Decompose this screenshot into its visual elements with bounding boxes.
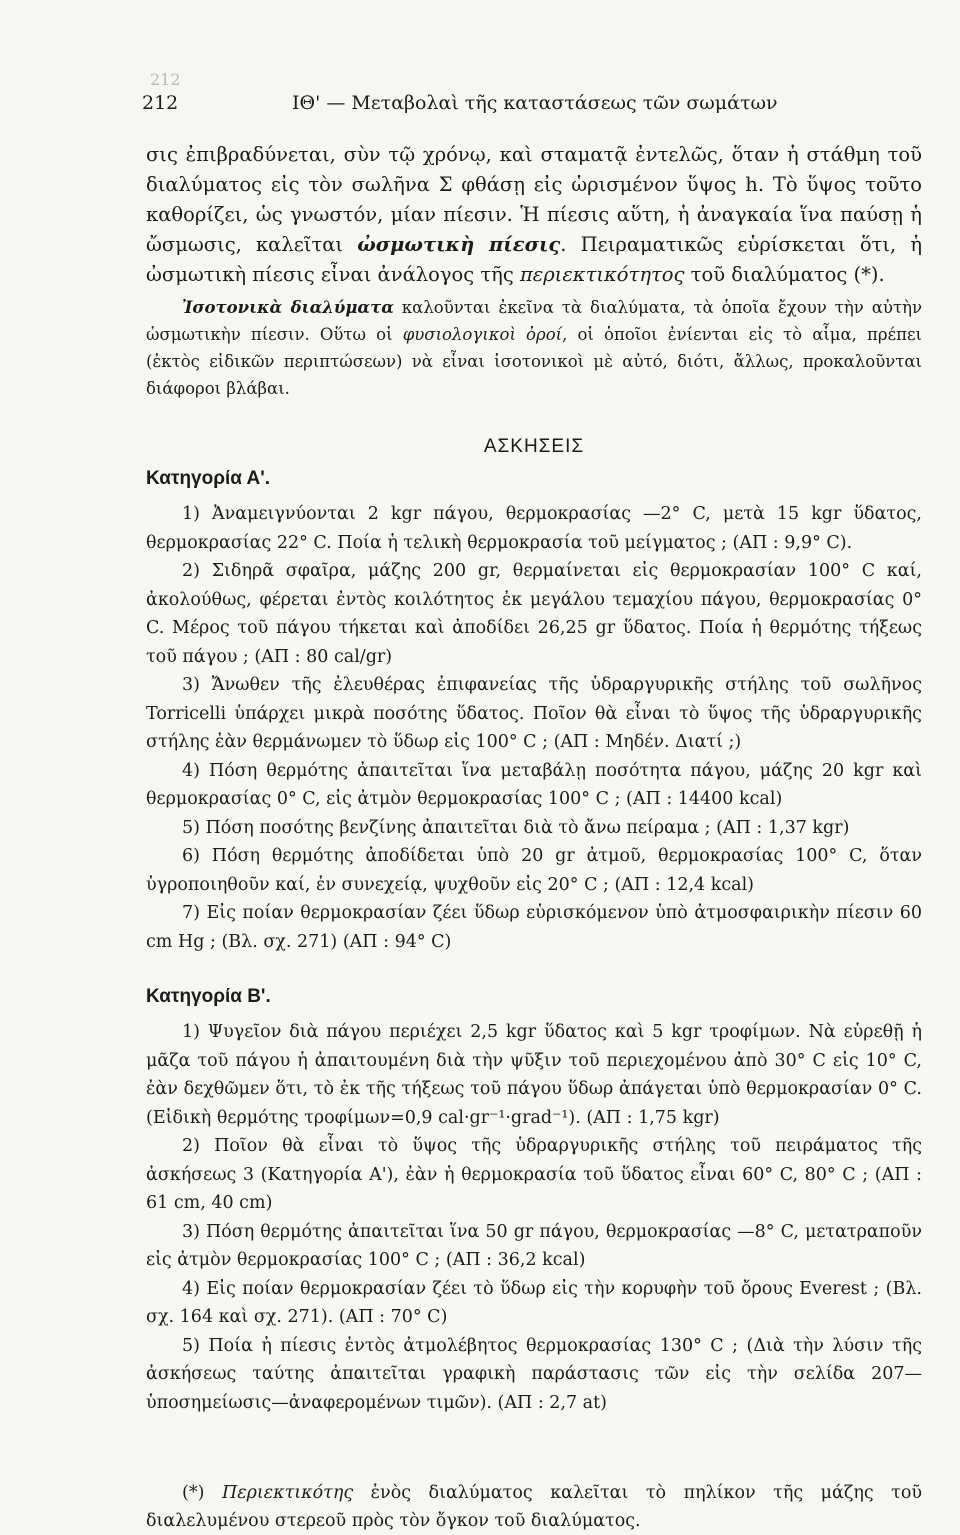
exercise-item: 4) Εἰς ποίαν θερμοκρασίαν ζέει τὸ ὕδωρ εἰς τὴν κορυφὴν τοῦ ὄρους Everest ; (Βλ. σχ. 164 καὶ σχ. 271). (ΑΠ : 70° C) (146, 1278, 922, 1327)
page-body (146, 140, 922, 1535)
category-a-title: Κατηγορία Α'. (146, 468, 271, 489)
exercise-item: 4) Πόση θερμότης ἀπαιτεῖται ἵνα μεταβάλῃ ποσότητα πάγου, μάζης 20 kgr καὶ θερμοκρασίας 0° C, εἰς ἀτμὸν θερμοκρασίας 100° C ; (ΑΠ : 14400 kcal) (146, 760, 922, 809)
text-run: τοῦ διαλύματος (*). (684, 263, 885, 286)
term-concentration-def: Περιεκτικότης (221, 1483, 354, 1503)
exercise-item: 2) Σιδηρᾶ σφαῖρα, μάζης 200 gr, θερμαίνεται εἰς θερμοκρασίαν 100° C καί, ἀκολούθως, φέρεται ἐντὸς κοιλότητος ἐκ μεγάλου τεμαχίου πάγου, θερμοκρασίας 0° C. Μέρος τοῦ πάγου τήκεται καὶ ἀποδίδει 26,25 gr ὕδατος. Ποία ἡ θερμότης τήξεως τοῦ πάγου ; (ΑΠ : 80 cal/gr) (146, 561, 922, 667)
category-b-title: Κατηγορία Β'. (146, 986, 271, 1007)
exercise-item: 3) Πόση θερμότης ἀπαιτεῖται ἵνα 50 gr πάγου, θερμοκρασίας —8° C, μετατραποῦν εἰς ἀτμὸν θερμοκρασίας 100° C ; (ΑΠ : 36,2 kcal) (146, 1221, 922, 1270)
term-isotonic: Ἰσοτονικὰ διαλύματα (182, 298, 394, 317)
text-run: ἑνὸς διαλύματος καλεῖται τὸ πηλίκον τῆς μάζης τοῦ διαλελυμένου στερεοῦ πρὸς τὸν ὄγκον τοῦ διαλύματος. (146, 1483, 922, 1531)
text-run: σις ἐπιβραδύνεται, σὺν τῷ χρόνῳ, καὶ σταματᾷ ἐντελῶς, ὅταν ἡ στάθμη τοῦ διαλύματος εἰς τὸν σωλῆνα Σ φθάσῃ εἰς ὡρισμένον ὕψος h. Τὸ ὕψος τοῦτο καθορίζει, ὡς γνωστόν, μίαν πίεσιν. Ἡ πίεσις αὕτη, ἡ ἀναγκαία ἵνα παύσῃ ἡ ὤσμωσις, καλεῖται (146, 143, 922, 256)
bleed-through-mark: 212 (150, 70, 181, 89)
text-run: , οἱ ὁποῖοι ἐνίενται εἰς τὸ αἷμα, πρέπει (ἐκτὸς εἰδικῶν περιπτώσεων) νὰ εἶναι ἰσοτονικοὶ μὲ αὐτό, διότι, ἄλλως, προκαλοῦνται διάφοροι βλάβαι. (146, 325, 923, 398)
category-b-exercises (146, 1018, 922, 1417)
exercises-heading: ΑΣΚΗΣΕΙΣ (483, 436, 585, 457)
exercise-item: 1) Ἀναμειγνύονται 2 kgr πάγου, θερμοκρασίας —2° C, μετὰ 15 kgr ὕδατος, θερμοκρασίας 22° C. Ποία ἡ τελικὴ θερμοκρασία τοῦ μείγματος ; (ΑΠ : 9,9° C). (146, 504, 922, 553)
term-osmotic-pressure: ὠσμωτικὴ πίεσις (357, 233, 561, 256)
term-physiological-serum: φυσιολογικοὶ ὀροί (402, 325, 563, 344)
term-concentration: περιεκτικότητος (519, 263, 685, 286)
exercise-item: 5) Πόση ποσότης βενζίνης ἀπαιτεῖται διὰ τὸ ἄνω πείραμα ; (ΑΠ : 1,37 kgr) (182, 817, 850, 838)
page-number: 212 (142, 92, 179, 114)
exercise-item: 7) Εἰς ποίαν θερμοκρασίαν ζέει ὕδωρ εὑρισκόμενον ὑπὸ ἀτμοσφαιρικὴν πίεσιν 60 cm Hg ; (Βλ. σχ. 271) (ΑΠ : 94° C) (146, 903, 922, 952)
category-a-exercises (146, 500, 922, 956)
running-title: ΙΘ' — Μεταβολαὶ τῆς καταστάσεως τῶν σωμάτων (292, 92, 778, 114)
text-run: καλοῦνται ἐκεῖνα τὰ διαλύματα, τὰ ὁποῖα ἔχουν τὴν αὐτὴν ὠσμωτικὴν πίεσιν. Οὕτω οἱ (146, 298, 922, 344)
intro-paragraph-isotonic (146, 294, 922, 402)
page-header (142, 92, 922, 124)
exercise-item: 5) Ποία ἡ πίεσις ἐντὸς ἀτμολέβητος θερμοκρασίας 130° C ; (Διὰ τὴν λύσιν τῆς ἀσκήσεως ταύτης ἀπαιτεῖται γραφικὴ παράστασις τῶν εἰς τὴν σελίδα 207—ὑποσημείωσις—ἀναφερομένων τιμῶν). (ΑΠ : 2,7 at) (146, 1335, 922, 1413)
footnote (146, 1479, 922, 1535)
exercise-item: 1) Ψυγεῖον διὰ πάγου περιέχει 2,5 kgr ὕδατος καὶ 5 kgr τροφίμων. Νὰ εὑρεθῇ ἡ μᾶζα τοῦ πάγου ἡ ἀπαιτουμένη διὰ τὴν ψῦξιν τοῦ περιεχομένου ἀπὸ 30° C εἰς 10° C, ἐὰν δεχθῶμεν ὅτι, τὸ ἐκ τῆς τήξεως τοῦ πάγου ὕδωρ ἀπάγεται ὑπὸ θερμοκρασίαν 0° C. (Εἰδικὴ θερμότης τροφίμων=0,9 cal·gr⁻¹·grad⁻¹). (ΑΠ : 1,75 kgr) (146, 1022, 922, 1128)
exercise-item: 6) Πόση θερμότης ἀποδίδεται ὑπὸ 20 gr ἀτμοῦ, θερμοκρασίας 100° C, ὅταν ὑγροποιηθοῦν καί, ἐν συνεχείᾳ, ψυχθοῦν εἰς 20° C ; (ΑΠ : 12,4 kcal) (146, 846, 922, 895)
exercise-item: 3) Ἄνωθεν τῆς ἐλευθέρας ἐπιφανείας τῆς ὑδραργυρικῆς στήλης τοῦ σωλῆνος Torricelli ὑπάρχει μικρὰ ποσότης ὕδατος. Ποῖον θὰ εἶναι τὸ ὕψος τῆς ὑδραργυρικῆς στήλης ἐὰν θερμάνωμεν τὸ ὕδωρ εἰς 100° C ; (ΑΠ : Μηδέν. Διατί ;) (146, 675, 922, 752)
text-run: . Πειραματικῶς εὑρίσκεται ὅτι, ἡ ὠσμωτικὴ πίεσις εἶναι ἀνάλογος τῆς (146, 233, 922, 286)
intro-paragraph-osmotic (146, 140, 922, 290)
exercise-item: 2) Ποῖον θὰ εἶναι τὸ ὕψος τῆς ὑδραργυρικῆς στήλης τοῦ πειράματος τῆς ἀσκήσεως 3 (Κατηγορία Α'), ἐὰν ἡ θερμοκρασία τοῦ ὕδατος εἶναι 60° C, 80° C ; (ΑΠ : 61 cm, 40 cm) (146, 1136, 922, 1213)
footnote-mark: (*) (182, 1483, 205, 1503)
